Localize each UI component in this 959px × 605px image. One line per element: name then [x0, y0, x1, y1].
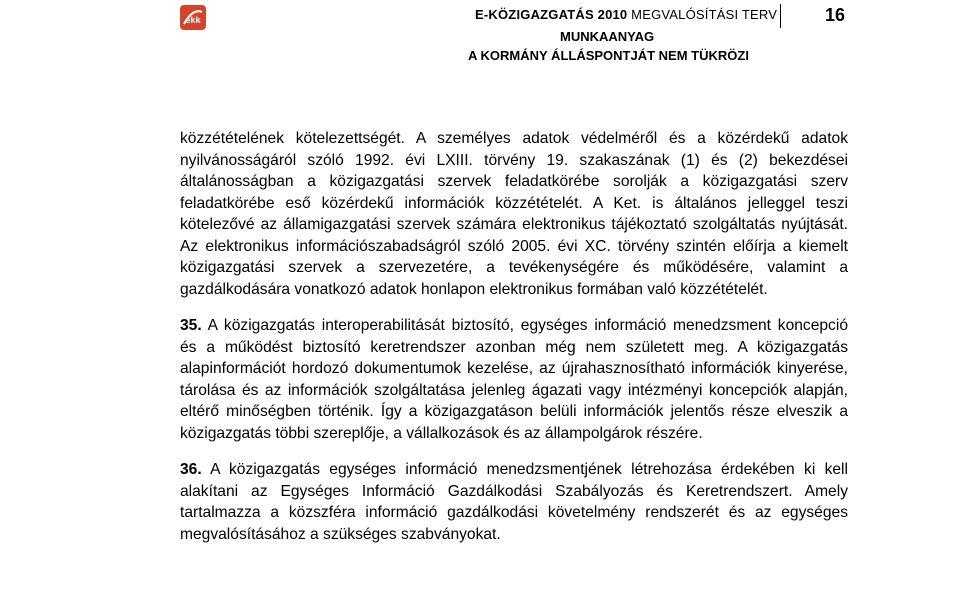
document-title — [475, 7, 777, 22]
paragraph-36 — [180, 459, 848, 545]
paragraph-text: A közigazgatás interoperabilitását biztosító, egységes információ menedzsment koncepció és a működést biztosító keretrendszer azonban még nem született meg. A közigazgatás alapinformációt hordozó dokumentumok kezelése, az újrahasznosítható információk kinyerése, tárolása és az információk szolgáltatása jelenleg ágazati vagy intézményi koncepciók alapján, eltérő minőségben történik. Így a közigazgatáson belüli információk jelentős része elveszik a közigazgatás többi szereplője, a vállalkozások és az állampolgárok részére. — [180, 317, 848, 442]
logo-text: ekk — [185, 15, 201, 25]
paragraph-number: 36. — [180, 461, 202, 478]
document-body — [180, 128, 848, 545]
page-number: 16 — [825, 5, 846, 25]
paragraph-text: közzétételének kötelezettségét. A személyes adatok védelméről és a közérdekű adatok nyilvánosságáról szóló 1992. évi LXIII. törvény 19. szakaszának (1) és (2) bekezdései általánosságban a közigazgatási szervek feladatkörébe sorolják a közigazgatási szerv feladatkörébe eső közérdekű információk közzétételét. A Ket. is általános jelleggel teszi kötelezővé az államigazgatási szervek számára elektronikus tájékoztató szolgáltatás nyújtását. Az elektronikus információszabadságról szóló 2005. évi XC. törvény szintén előírja a kiemelt közigazgatási szervek a szervezetére, a tevékenységére és működésére, valamint a gazdálkodására vonatkozó adatok honlapon elektronikus formában való közzétételét. — [180, 130, 848, 298]
document-title-rest: MEGVALÓSÍTÁSI TERV — [627, 7, 778, 22]
paragraph-continuation — [180, 128, 848, 300]
draft-status: MUNKAANYAG — [560, 29, 655, 44]
ekk-logo — [180, 5, 206, 30]
header-divider — [780, 4, 781, 28]
disclaimer: A KORMÁNY ÁLLÁSPONTJÁT NEM TÜKRÖZI — [468, 48, 749, 63]
paragraph-35 — [180, 315, 848, 444]
document-title-bold: E-KÖZIGAZGATÁS 2010 — [475, 7, 628, 22]
paragraph-number: 35. — [180, 317, 202, 334]
paragraph-text: A közigazgatás egységes információ menedzsmentjének létrehozása érdekében ki kell alakítani az Egységes Információ Gazdálkodási Szabályozás és Keretrendszert. Amely tartalmazza a közszféra információ gazdálkodási követelmény rendszerét és az egységes megvalósításához a szükséges szabványokat. — [180, 461, 848, 543]
